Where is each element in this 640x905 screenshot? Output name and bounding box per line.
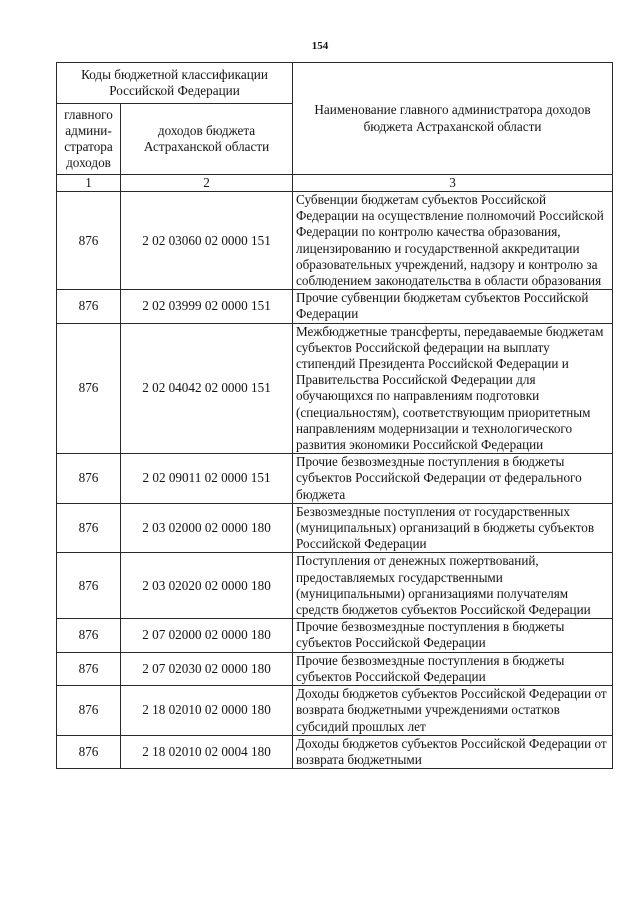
- income-name: Прочие безвозмездные поступления в бюджеты субъектов Российской Федерации: [293, 652, 613, 685]
- income-code: 2 03 02020 02 0000 180: [121, 553, 293, 619]
- income-code: 2 02 03060 02 0000 151: [121, 192, 293, 290]
- administrator-code: 876: [57, 686, 121, 736]
- income-code: 2 02 03999 02 0000 151: [121, 290, 293, 323]
- header-budget-income: доходов бюджета Астраханской области: [121, 104, 293, 175]
- table-row: [57, 619, 613, 652]
- administrator-code: 876: [57, 553, 121, 619]
- income-name: Прочие безвозмездные поступления в бюджеты субъектов Российской Федерации от федерального бюджета: [293, 454, 613, 504]
- header-administrator-name: Наименование главного администратора доходов бюджета Астраханской области: [293, 63, 613, 175]
- income-code: 2 02 04042 02 0000 151: [121, 323, 293, 454]
- income-code: 2 18 02010 02 0000 180: [121, 686, 293, 736]
- administrator-code: 876: [57, 735, 121, 768]
- administrator-code: 876: [57, 503, 121, 553]
- income-code: 2 03 02000 02 0000 180: [121, 503, 293, 553]
- table-row: [57, 503, 613, 553]
- income-name: Прочие безвозмездные поступления в бюджеты субъектов Российской Федерации: [293, 619, 613, 652]
- header-chief-administrator: главного админи-стратора доходов: [57, 104, 121, 175]
- administrator-code: 876: [57, 619, 121, 652]
- income-name: Поступления от денежных пожертвований, предоставляемых государственными (муниципальными) организациями получателям средств бюджетов субъектов Российской Федерации: [293, 553, 613, 619]
- income-name: Доходы бюджетов субъектов Российской Федерации от возврата бюджетными учреждениями остатков субсидий прошлых лет: [293, 686, 613, 736]
- table-row: [57, 652, 613, 685]
- column-number-2: 2: [121, 175, 293, 192]
- header-codes-group: Коды бюджетной классификации Российской Федерации: [57, 63, 293, 104]
- administrator-code: 876: [57, 290, 121, 323]
- administrator-code: 876: [57, 652, 121, 685]
- table-row: [57, 192, 613, 290]
- administrator-code: 876: [57, 192, 121, 290]
- income-name: Межбюджетные трансферты, передаваемые бюджетам субъектов Российской федерации на выплату стипендий Президента Российской Федерации и Правительства Российской Федерации для обучающихся по направлениям подготовки (специальностям), соответствующим приоритетным направлениям модернизации и технологического развития экономики Российской Федерации: [293, 323, 613, 454]
- income-name: Субвенции бюджетам субъектов Российской Федерации на осуществление полномочий Российской Федерации по контролю качества образования, лицензированию и государственной аккредитации образовательных учреждений, надзору и контролю за соблюдением законодательства в области образования: [293, 192, 613, 290]
- income-code: 2 07 02000 02 0000 180: [121, 619, 293, 652]
- budget-classification-table: [56, 62, 613, 769]
- income-name: Доходы бюджетов субъектов Российской Федерации от возврата бюджетными: [293, 735, 613, 768]
- column-number-3: 3: [293, 175, 613, 192]
- income-name: Прочие субвенции бюджетам субъектов Российской Федерации: [293, 290, 613, 323]
- income-code: 2 07 02030 02 0000 180: [121, 652, 293, 685]
- table-row: [57, 323, 613, 454]
- income-code: 2 02 09011 02 0000 151: [121, 454, 293, 504]
- table-row: [57, 686, 613, 736]
- table-row: [57, 735, 613, 768]
- page-number: 154: [311, 40, 329, 52]
- table-row: [57, 454, 613, 504]
- table-row: [57, 290, 613, 323]
- table-row: [57, 553, 613, 619]
- income-code: 2 18 02010 02 0004 180: [121, 735, 293, 768]
- administrator-code: 876: [57, 323, 121, 454]
- column-number-1: 1: [57, 175, 121, 192]
- administrator-code: 876: [57, 454, 121, 504]
- income-name: Безвозмездные поступления от государственных (муниципальных) организаций в бюджеты субъектов Российской Федерации: [293, 503, 613, 553]
